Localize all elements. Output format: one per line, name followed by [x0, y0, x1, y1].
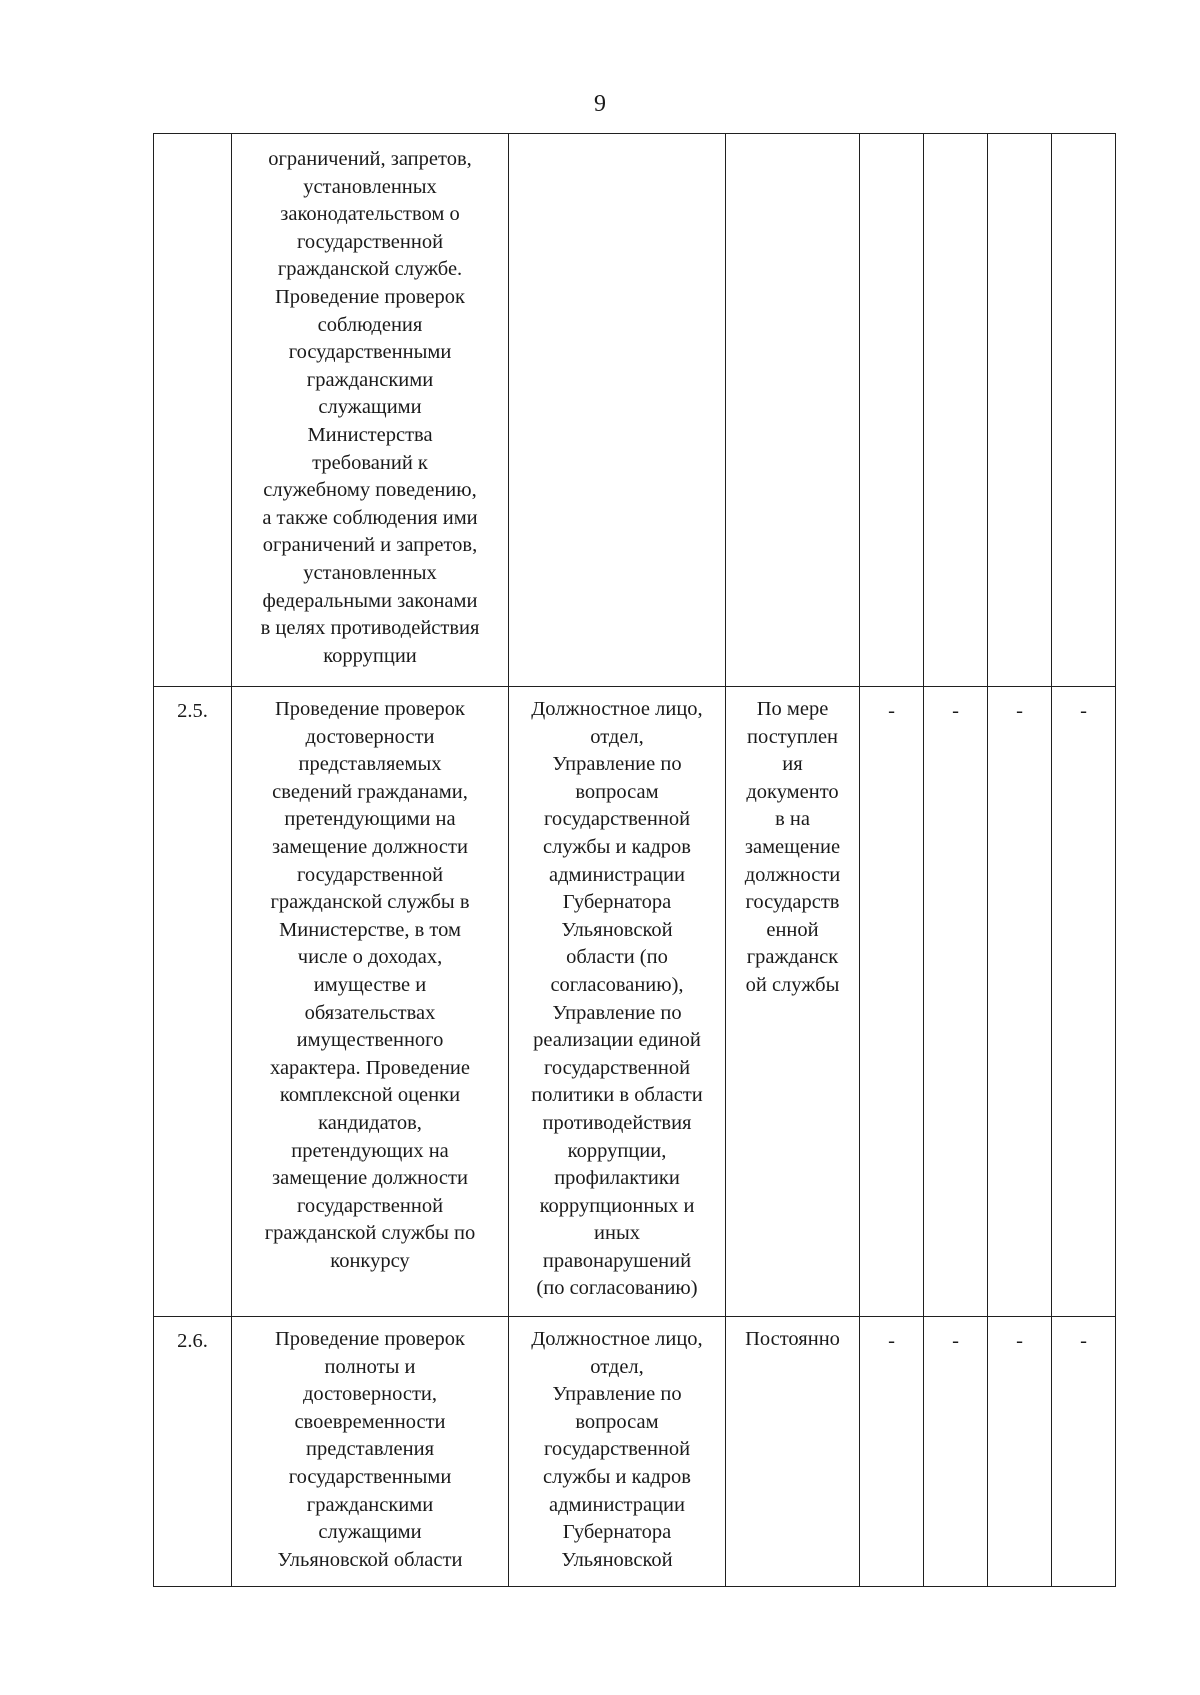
- value-cell-4: [1052, 134, 1116, 687]
- value-cell-3: -: [988, 1317, 1052, 1587]
- value-cell-4: -: [1052, 1317, 1116, 1587]
- value-cell-3: -: [988, 687, 1052, 1317]
- term-cell: [726, 1317, 860, 1587]
- row-number: 2.5.: [154, 687, 232, 1317]
- activity-text: Проведение проверок достоверности представляемых сведений гражданами, претендующими на замещение должности государственной гражданской службы в Министерстве, в том числе о доходах, имуществе и обязательствах имущественного характера. Проведение комплексной оценки кандидатов, претендующих на замещение должности государственной гражданской службы по конкурсу: [264, 698, 476, 1272]
- responsible-cell: [509, 134, 726, 687]
- activity-text: ограничений, запретов, установленных законодательством о государственной гражданской службе. Проведение проверок соблюдения государственными гражданскими служащими Министерства требований к служебному поведению, а также соблюдения ими ограничений и запретов, установленных федеральными законами в целях противодействия коррупции: [260, 148, 480, 667]
- table-row: [154, 134, 1116, 687]
- term-cell: [726, 687, 860, 1317]
- activity-text: Проведение проверок полноты и достоверности, своевременности представления государственными гражданскими служащими Ульяновской области: [275, 1328, 465, 1571]
- value-cell-2: [924, 134, 988, 687]
- value-cell-1: -: [860, 1317, 924, 1587]
- value-cell-2: -: [924, 687, 988, 1317]
- term-text: По мере поступлен ия документо в на замещение должности государств енной гражданск ой службы: [744, 698, 841, 996]
- value-cell-3: [988, 134, 1052, 687]
- activity-cell: [232, 134, 509, 687]
- term-text: Постоянно: [745, 1328, 840, 1350]
- table-row: [154, 1317, 1116, 1587]
- value-cell-1: -: [860, 687, 924, 1317]
- responsible-cell: [509, 1317, 726, 1587]
- value-cell-4: -: [1052, 687, 1116, 1317]
- responsible-text: Должностное лицо, отдел, Управление по вопросам государственной службы и кадров администрации Губернатора Ульяновской области (по согласованию), Управление по реализации единой государственной политики в области противодействия коррупции, профилактики коррупционных и иных правонарушений (по согласованию): [531, 698, 703, 1300]
- row-number: [154, 134, 232, 687]
- activity-cell: [232, 1317, 509, 1587]
- value-cell-2: -: [924, 1317, 988, 1587]
- value-cell-1: [860, 134, 924, 687]
- measures-table: [153, 133, 1116, 1587]
- responsible-cell: [509, 687, 726, 1317]
- table-row: [154, 687, 1116, 1317]
- responsible-text: Должностное лицо, отдел, Управление по вопросам государственной службы и кадров администрации Губернатора Ульяновской: [531, 1328, 703, 1571]
- term-cell: [726, 134, 860, 687]
- page-number: 9: [594, 91, 606, 117]
- activity-cell: [232, 687, 509, 1317]
- row-number: 2.6.: [154, 1317, 232, 1587]
